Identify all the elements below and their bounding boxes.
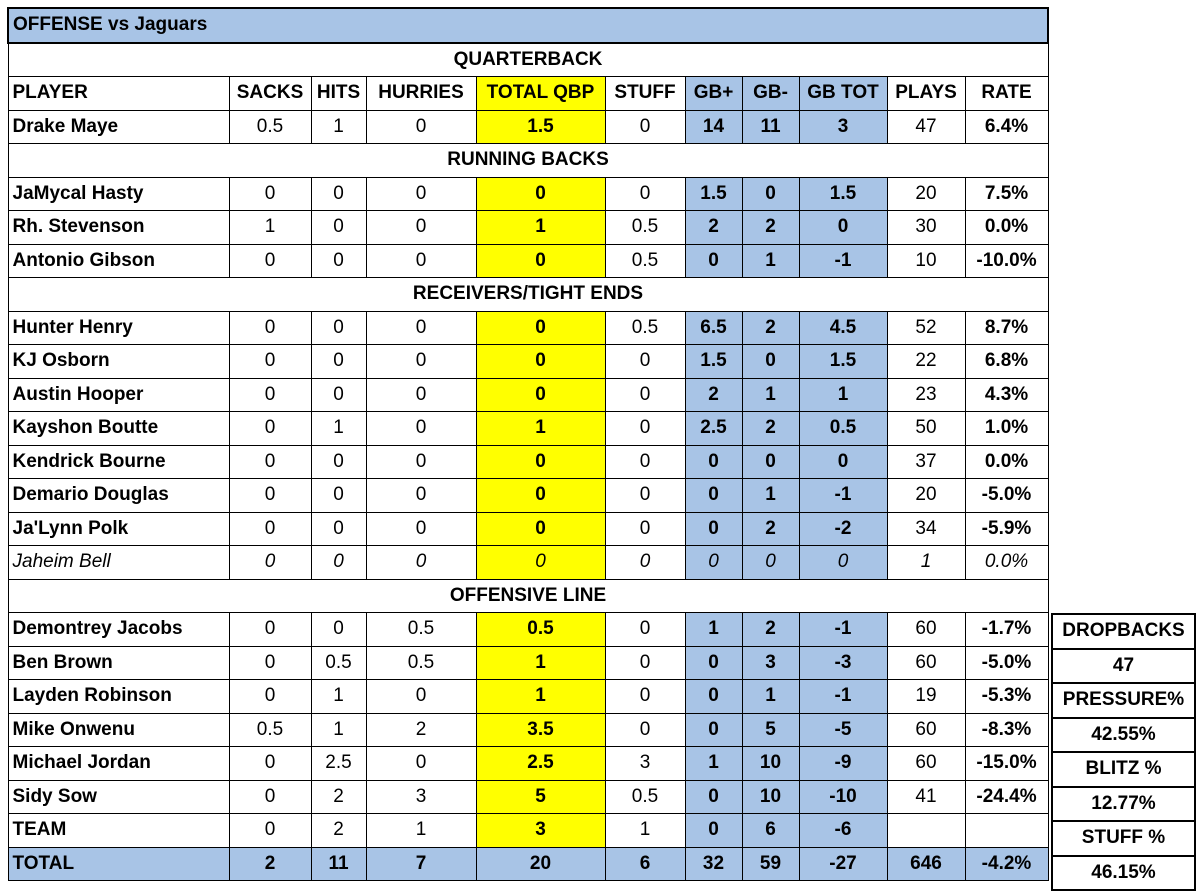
total-qbp-cell: 0 (476, 445, 605, 479)
gb-tot-cell: 4.5 (799, 311, 887, 345)
table-row (8, 345, 1048, 379)
hurries-cell: 0 (366, 747, 476, 781)
hurries-cell: 0.5 (366, 646, 476, 680)
stuff-cell: 0 (605, 110, 685, 144)
total-qbp-cell: 0 (476, 345, 605, 379)
sacks-cell: 0 (229, 479, 311, 513)
summary-value-row (1052, 856, 1195, 891)
table-row (8, 680, 1048, 714)
gb-minus-cell: 2 (742, 311, 799, 345)
column-header: TOTAL QBP (476, 77, 605, 111)
summary-table (1051, 613, 1196, 891)
player-name: KJ Osborn (8, 345, 229, 379)
column-header: HURRIES (366, 77, 476, 111)
sacks-cell: 0 (229, 814, 311, 848)
hits-cell: 0 (311, 445, 366, 479)
sacks-cell: 0 (229, 747, 311, 781)
hurries-cell: 0 (366, 546, 476, 580)
hurries-cell: 3 (366, 780, 476, 814)
rate-cell: 8.7% (965, 311, 1048, 345)
plays-cell: 30 (887, 211, 965, 245)
gb-minus-cell: 0 (742, 445, 799, 479)
rate-cell: 0.0% (965, 445, 1048, 479)
plays-cell: 37 (887, 445, 965, 479)
gb-plus-cell: 1.5 (685, 177, 742, 211)
gb-minus-cell: 6 (742, 814, 799, 848)
player-name: Kayshon Boutte (8, 412, 229, 446)
gb-plus-cell: 0 (685, 479, 742, 513)
gb-minus-cell: 2 (742, 412, 799, 446)
stuff-cell: 0 (605, 479, 685, 513)
plays-cell: 23 (887, 378, 965, 412)
total-qbp-cell: 0 (476, 311, 605, 345)
total-qbp-cell: 0 (476, 177, 605, 211)
section-label: RUNNING BACKS (8, 144, 1048, 178)
plays-cell: 60 (887, 646, 965, 680)
gb-plus-cell: 2 (685, 378, 742, 412)
hurries-cell: 0.5 (366, 613, 476, 647)
sacks-cell: 0 (229, 445, 311, 479)
hurries-cell: 1 (366, 814, 476, 848)
stuff-cell: 0 (605, 445, 685, 479)
table-row (8, 613, 1048, 647)
plays-cell: 20 (887, 177, 965, 211)
sacks-cell: 0 (229, 378, 311, 412)
summary-label: DROPBACKS (1052, 614, 1195, 649)
gb-minus-cell: 0 (742, 345, 799, 379)
total-qbp-cell: 0 (476, 512, 605, 546)
hurries-cell: 0 (366, 110, 476, 144)
hurries-cell: 0 (366, 211, 476, 245)
table-row (8, 780, 1048, 814)
column-header: PLAYER (8, 77, 229, 111)
stuff-cell: 1 (605, 814, 685, 848)
gb-plus-cell: 0 (685, 713, 742, 747)
column-header: SACKS (229, 77, 311, 111)
stuff-cell: 0 (605, 378, 685, 412)
gb-minus-cell: 1 (742, 244, 799, 278)
rate-cell: 1.0% (965, 412, 1048, 446)
column-header: RATE (965, 77, 1048, 111)
table-row (8, 713, 1048, 747)
player-name: Rh. Stevenson (8, 211, 229, 245)
hits-cell: 2 (311, 814, 366, 848)
rate-cell: 7.5% (965, 177, 1048, 211)
section-header-row (8, 43, 1048, 77)
gb-tot-cell: -3 (799, 646, 887, 680)
gb-minus-cell: 5 (742, 713, 799, 747)
sacks-cell: 1 (229, 211, 311, 245)
hits-cell: 0 (311, 479, 366, 513)
section-label: OFFENSIVE LINE (8, 579, 1048, 613)
total-qbp-cell: 1.5 (476, 110, 605, 144)
player-name: Ben Brown (8, 646, 229, 680)
rate-cell: -1.7% (965, 613, 1048, 647)
gb-minus-cell: 1 (742, 378, 799, 412)
plays-total: 646 (887, 847, 965, 881)
total-qbp-total: 20 (476, 847, 605, 881)
hits-cell: 0 (311, 378, 366, 412)
table-row (8, 814, 1048, 848)
hits-cell: 0 (311, 311, 366, 345)
gb-minus-cell: 2 (742, 613, 799, 647)
player-name: Drake Maye (8, 110, 229, 144)
summary-value: 12.77% (1052, 787, 1195, 822)
total-qbp-cell: 0 (476, 378, 605, 412)
stuff-cell: 0 (605, 345, 685, 379)
rate-cell: 0.0% (965, 211, 1048, 245)
plays-cell: 47 (887, 110, 965, 144)
hits-cell: 0 (311, 546, 366, 580)
table-row (8, 412, 1048, 446)
sacks-cell: 0 (229, 613, 311, 647)
hits-total: 11 (311, 847, 366, 881)
hurries-cell: 0 (366, 512, 476, 546)
column-header: HITS (311, 77, 366, 111)
gb-plus-cell: 0 (685, 680, 742, 714)
gb-plus-cell: 14 (685, 110, 742, 144)
total-qbp-cell: 3 (476, 814, 605, 848)
gb-tot-cell: 3 (799, 110, 887, 144)
table-row (8, 512, 1048, 546)
table-row (8, 445, 1048, 479)
gb-tot-cell: -1 (799, 613, 887, 647)
player-name: Demontrey Jacobs (8, 613, 229, 647)
table-row (8, 211, 1048, 245)
plays-cell (887, 814, 965, 848)
total-row (8, 847, 1048, 881)
sacks-cell: 0 (229, 646, 311, 680)
gb-minus-cell: 11 (742, 110, 799, 144)
table-row (8, 378, 1048, 412)
hurries-cell: 2 (366, 713, 476, 747)
section-header-row (8, 144, 1048, 178)
hits-cell: 2 (311, 780, 366, 814)
total-qbp-cell: 5 (476, 780, 605, 814)
rate-cell: 0.0% (965, 546, 1048, 580)
gb-tot-cell: 0 (799, 211, 887, 245)
summary-label: BLITZ % (1052, 752, 1195, 787)
total-qbp-cell: 1 (476, 412, 605, 446)
gb-tot-cell: -5 (799, 713, 887, 747)
stuff-cell: 0.5 (605, 780, 685, 814)
summary-label: PRESSURE% (1052, 683, 1195, 718)
rate-cell (965, 814, 1048, 848)
plays-cell: 20 (887, 479, 965, 513)
player-name: Demario Douglas (8, 479, 229, 513)
gb-tot-total: -27 (799, 847, 887, 881)
gb-minus-cell: 0 (742, 546, 799, 580)
column-header: GB TOT (799, 77, 887, 111)
column-header: PLAYS (887, 77, 965, 111)
gb-tot-cell: 0 (799, 546, 887, 580)
hits-cell: 1 (311, 680, 366, 714)
section-header-row (8, 278, 1048, 312)
hurries-total: 7 (366, 847, 476, 881)
table-row (8, 646, 1048, 680)
gb-tot-cell: -2 (799, 512, 887, 546)
column-header: STUFF (605, 77, 685, 111)
gb-tot-cell: -10 (799, 780, 887, 814)
stuff-cell: 3 (605, 747, 685, 781)
gb-minus-cell: 10 (742, 747, 799, 781)
rate-cell: -5.3% (965, 680, 1048, 714)
sacks-cell: 0.5 (229, 713, 311, 747)
stuff-cell: 0 (605, 177, 685, 211)
rate-cell: 4.3% (965, 378, 1048, 412)
player-name: Michael Jordan (8, 747, 229, 781)
total-qbp-cell: 1 (476, 680, 605, 714)
gb-tot-cell: -1 (799, 244, 887, 278)
total-qbp-cell: 1 (476, 211, 605, 245)
gb-plus-cell: 0 (685, 814, 742, 848)
plays-cell: 60 (887, 747, 965, 781)
plays-cell: 1 (887, 546, 965, 580)
summary-value-row (1052, 718, 1195, 753)
gb-plus-total: 32 (685, 847, 742, 881)
stuff-cell: 0.5 (605, 211, 685, 245)
hurries-cell: 0 (366, 177, 476, 211)
gb-minus-cell: 2 (742, 211, 799, 245)
gb-tot-cell: -1 (799, 680, 887, 714)
stuff-total: 6 (605, 847, 685, 881)
rate-cell: -15.0% (965, 747, 1048, 781)
gb-plus-cell: 0 (685, 445, 742, 479)
hurries-cell: 0 (366, 412, 476, 446)
plays-cell: 10 (887, 244, 965, 278)
summary-label-row (1052, 752, 1195, 787)
plays-cell: 50 (887, 412, 965, 446)
gb-tot-cell: 0.5 (799, 412, 887, 446)
sacks-cell: 0 (229, 546, 311, 580)
player-name: Mike Onwenu (8, 713, 229, 747)
gb-minus-total: 59 (742, 847, 799, 881)
player-name: Layden Robinson (8, 680, 229, 714)
title-row (8, 8, 1048, 43)
gb-plus-cell: 1 (685, 747, 742, 781)
sacks-cell: 0 (229, 311, 311, 345)
column-header-row (8, 77, 1048, 111)
summary-value-row (1052, 649, 1195, 684)
summary-value-row (1052, 787, 1195, 822)
total-qbp-cell: 0 (476, 479, 605, 513)
table-row (8, 311, 1048, 345)
section-label: RECEIVERS/TIGHT ENDS (8, 278, 1048, 312)
rate-cell: -5.0% (965, 646, 1048, 680)
sacks-cell: 0.5 (229, 110, 311, 144)
gb-minus-cell: 1 (742, 680, 799, 714)
gb-tot-cell: 1.5 (799, 345, 887, 379)
hits-cell: 2.5 (311, 747, 366, 781)
rate-cell: -10.0% (965, 244, 1048, 278)
sacks-cell: 0 (229, 512, 311, 546)
gb-plus-cell: 2 (685, 211, 742, 245)
table-row (8, 110, 1048, 144)
rate-cell: 6.4% (965, 110, 1048, 144)
plays-cell: 60 (887, 713, 965, 747)
hurries-cell: 0 (366, 680, 476, 714)
stuff-cell: 0 (605, 546, 685, 580)
gb-plus-cell: 6.5 (685, 311, 742, 345)
summary-label-row (1052, 821, 1195, 856)
summary-value: 42.55% (1052, 718, 1195, 753)
hurries-cell: 0 (366, 445, 476, 479)
gb-tot-cell: -9 (799, 747, 887, 781)
hurries-cell: 0 (366, 479, 476, 513)
table-title: OFFENSE vs Jaguars (8, 8, 1048, 43)
hits-cell: 1 (311, 713, 366, 747)
gb-tot-cell: -6 (799, 814, 887, 848)
plays-cell: 34 (887, 512, 965, 546)
column-header: GB- (742, 77, 799, 111)
gb-tot-cell: 1 (799, 378, 887, 412)
rate-cell: -8.3% (965, 713, 1048, 747)
plays-cell: 19 (887, 680, 965, 714)
gb-plus-cell: 1.5 (685, 345, 742, 379)
hits-cell: 0 (311, 244, 366, 278)
rate-cell: -5.9% (965, 512, 1048, 546)
sacks-cell: 0 (229, 780, 311, 814)
table-row (8, 244, 1048, 278)
stuff-cell: 0 (605, 713, 685, 747)
total-label: TOTAL (8, 847, 229, 881)
player-name: JaMycal Hasty (8, 177, 229, 211)
sacks-cell: 0 (229, 244, 311, 278)
plays-cell: 41 (887, 780, 965, 814)
summary-label: STUFF % (1052, 821, 1195, 856)
player-name: Jaheim Bell (8, 546, 229, 580)
stuff-cell: 0 (605, 412, 685, 446)
player-name: TEAM (8, 814, 229, 848)
gb-plus-cell: 2.5 (685, 412, 742, 446)
section-header-row (8, 579, 1048, 613)
summary-label-row (1052, 683, 1195, 718)
hits-cell: 1 (311, 412, 366, 446)
gb-tot-cell: 1.5 (799, 177, 887, 211)
plays-cell: 52 (887, 311, 965, 345)
gb-minus-cell: 3 (742, 646, 799, 680)
table-row (8, 479, 1048, 513)
hits-cell: 0.5 (311, 646, 366, 680)
player-name: Ja'Lynn Polk (8, 512, 229, 546)
gb-plus-cell: 0 (685, 512, 742, 546)
hits-cell: 1 (311, 110, 366, 144)
gb-plus-cell: 1 (685, 613, 742, 647)
hits-cell: 0 (311, 177, 366, 211)
hits-cell: 0 (311, 512, 366, 546)
stuff-cell: 0 (605, 646, 685, 680)
gb-plus-cell: 0 (685, 646, 742, 680)
stuff-cell: 0 (605, 680, 685, 714)
total-qbp-cell: 3.5 (476, 713, 605, 747)
gb-minus-cell: 10 (742, 780, 799, 814)
rate-cell: -24.4% (965, 780, 1048, 814)
rate-total: -4.2% (965, 847, 1048, 881)
total-qbp-cell: 0 (476, 244, 605, 278)
stuff-cell: 0 (605, 512, 685, 546)
section-label: QUARTERBACK (8, 43, 1048, 77)
player-name: Kendrick Bourne (8, 445, 229, 479)
plays-cell: 60 (887, 613, 965, 647)
hurries-cell: 0 (366, 244, 476, 278)
sacks-cell: 0 (229, 345, 311, 379)
plays-cell: 22 (887, 345, 965, 379)
column-header: GB+ (685, 77, 742, 111)
sacks-cell: 0 (229, 412, 311, 446)
hits-cell: 0 (311, 211, 366, 245)
summary-label-row (1052, 614, 1195, 649)
total-qbp-cell: 1 (476, 646, 605, 680)
table-row (8, 546, 1048, 580)
gb-plus-cell: 0 (685, 546, 742, 580)
hurries-cell: 0 (366, 311, 476, 345)
sacks-cell: 0 (229, 177, 311, 211)
summary-value: 47 (1052, 649, 1195, 684)
pressure-table (7, 7, 1049, 881)
total-qbp-cell: 0 (476, 546, 605, 580)
table-row (8, 747, 1048, 781)
hits-cell: 0 (311, 345, 366, 379)
stuff-cell: 0 (605, 613, 685, 647)
player-name: Austin Hooper (8, 378, 229, 412)
player-name: Sidy Sow (8, 780, 229, 814)
hurries-cell: 0 (366, 378, 476, 412)
sacks-total: 2 (229, 847, 311, 881)
stuff-cell: 0.5 (605, 244, 685, 278)
total-qbp-cell: 0.5 (476, 613, 605, 647)
gb-minus-cell: 0 (742, 177, 799, 211)
total-qbp-cell: 2.5 (476, 747, 605, 781)
gb-tot-cell: 0 (799, 445, 887, 479)
player-name: Antonio Gibson (8, 244, 229, 278)
summary-value: 46.15% (1052, 856, 1195, 891)
gb-plus-cell: 0 (685, 780, 742, 814)
gb-minus-cell: 2 (742, 512, 799, 546)
sacks-cell: 0 (229, 680, 311, 714)
gb-minus-cell: 1 (742, 479, 799, 513)
table-row (8, 177, 1048, 211)
gb-plus-cell: 0 (685, 244, 742, 278)
rate-cell: -5.0% (965, 479, 1048, 513)
player-name: Hunter Henry (8, 311, 229, 345)
hurries-cell: 0 (366, 345, 476, 379)
gb-tot-cell: -1 (799, 479, 887, 513)
rate-cell: 6.8% (965, 345, 1048, 379)
stuff-cell: 0.5 (605, 311, 685, 345)
hits-cell: 0 (311, 613, 366, 647)
